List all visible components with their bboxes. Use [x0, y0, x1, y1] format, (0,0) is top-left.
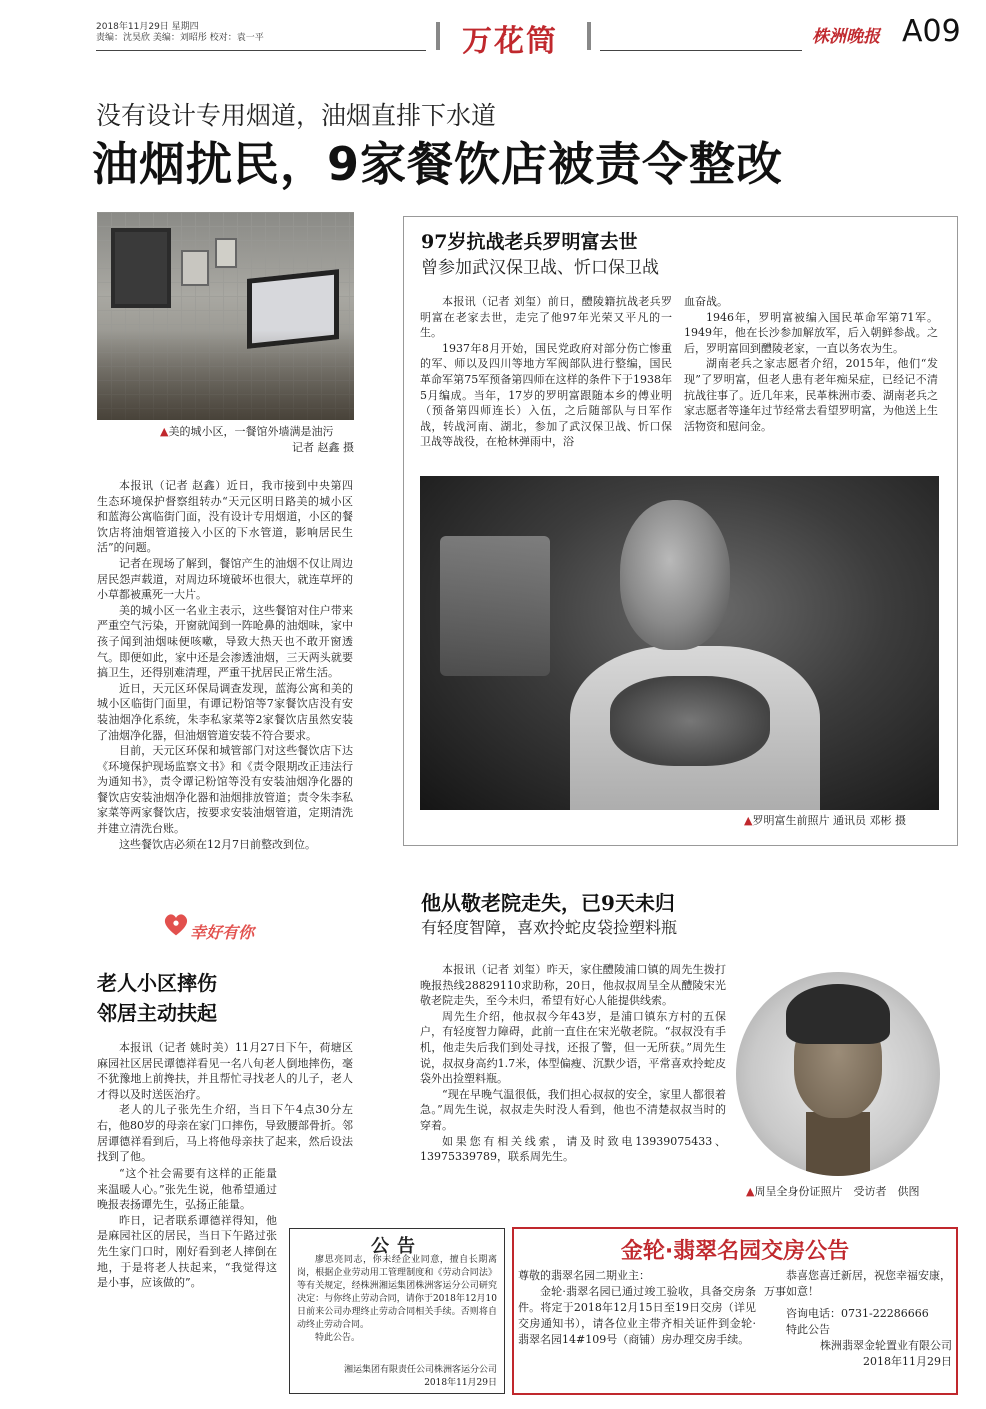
main-photo	[97, 212, 354, 420]
header-bar-right	[587, 22, 591, 50]
ad-column-2: 恭喜您喜迁新居，祝您幸福安康，万事如意！ 咨询电话：0731-22286666 特此公告 株洲翡翠金轮置业有限公司 2018年11月29日	[764, 1269, 952, 1368]
missing-photo-caption: ▲周呈全身份证照片 受访者 供图	[746, 1185, 920, 1198]
header-rule-right	[600, 50, 802, 51]
kindness-article-narrow	[97, 1166, 277, 1291]
main-paragraph: 这些餐饮店必须在12月7日前整改到位。	[119, 837, 316, 851]
header-bar-left	[436, 22, 440, 50]
veteran-paragraph: 血奋战。	[684, 295, 728, 308]
main-paragraph: 近日，天元区环保局调查发现，蓝海公寓和美的城小区临街门面里，有谭记粉馆等7家餐饮店没有安装油烟净化系统，朱李私家菜等2家餐饮店虽然安装了油烟净化器，但油烟管道安装不符合要求。	[97, 681, 353, 742]
veteran-photo	[420, 476, 939, 810]
missing-paragraph: 周先生介绍，他叔叔今年43岁，是浦口镇东方村的五保户，有轻度智力障碍，此前一直住在宋光敬老院。“叔叔没有手机，他走失后我们到处寻找，还报了警，但一无所获。”周先生说，叔叔身高约1.7米，体型偏瘦、沉默少语，平常喜欢拎蛇皮袋外出捡塑料瓶。	[420, 1009, 726, 1086]
main-paragraph: 本报讯（记者 赵鑫）近日，我市接到中央第四生态环境保护督察组转办“天元区明日路美的城小区和蓝海公寓临街门面，没有设计专用烟道，小区的餐饮店将油烟管道接入小区的下水管道，影响居民生活”的问题。	[97, 479, 353, 555]
missing-portrait	[736, 972, 940, 1176]
main-paragraph: 记者在现场了解到，餐馆产生的油烟不仅让周边居民怨声载道，对周边环境破坏也很大，就连草坪的小草都被熏死一大片。	[97, 556, 353, 602]
main-headline: 油烟扰民，9家餐饮店被责令整改	[92, 137, 784, 191]
main-article	[97, 478, 353, 852]
kindness-paragraph: 昨日，记者联系谭德祥得知，他是麻园社区的居民，当日下午路过张先生家门口时，刚好看到老人摔倒在地，于是将老人扶起来，“我觉得这是小事，应该做的”。	[97, 1213, 277, 1290]
veteran-paragraph: 湖南老兵之家志愿者介绍，2015年，他们“发现”了罗明富，但老人患有老年痴呆症，已经记不清抗战往事了。近几年来，民革株洲市委、湖南老兵之家志愿者等逢年过节经常去看望罗明富，为他送上生活物资和慰问金。	[684, 357, 938, 433]
heart-logo-icon	[162, 910, 190, 938]
ad-column-1: 尊敬的翡翠名园二期业主： 金轮·翡翠名园已通过竣工验收，具备交房条件。将定于2018年12月15日至19日交房（详见交房通知书），请各位业主带齐相关证件到金轮·翡翠名园14#109号（商铺）房办理交房手续。	[518, 1269, 756, 1346]
veteran-photo-caption: ▲罗明富生前照片 通讯员 邓彬 摄	[744, 814, 906, 827]
main-paragraph: 目前，天元区环保和城管部门对这些餐饮店下达《环境保护现场监察文书》和《责令限期改正违法行为通知书》，责令谭记粉馆等没有安装油烟净化器的餐饮店安装油烟净化器和油烟排放管道；责令朱李私家菜等两家餐饮店，按要求安装油烟管道，定期清洗并建立清洗台账。	[97, 744, 353, 836]
section-title: 万花筒	[462, 24, 558, 59]
main-photo-caption: ▲美的城小区，一餐馆外墙满是油污 记者 赵鑫 摄	[160, 425, 354, 454]
brand-logo: 株洲晚报	[812, 27, 880, 47]
missing-title: 他从敬老院走失，已9天未归	[421, 891, 675, 915]
veteran-paragraph: 1937年8月开始，国民党政府对部分伤亡惨重的军、师以及四川等地方军阀部队进行整编，国民革命军第75军预备第四师在这样的条件下于1938年5月编成。当年，17岁的罗明富跟随本乡的傅业明（预备第四师连长）入伍，之后随部队与日军作战，转战河南、湖北，参加了武汉保卫战、忻口保卫战等战役，在枪林弹雨中，浴	[420, 341, 672, 449]
main-kicker: 没有设计专用烟道，油烟直排下水道	[96, 101, 497, 130]
veteran-subtitle: 曾参加武汉保卫战、忻口保卫战	[421, 258, 659, 278]
header-rule-left	[96, 50, 426, 51]
page-number: A09	[902, 14, 961, 49]
missing-paragraph: “现在早晚气温很低，我们担心叔叔的安全，家里人都很着急。”周先生说，叔叔走失时没人看到，他也不清楚叔叔当时的穿着。	[420, 1087, 726, 1132]
header-editors: 责编：沈昊欣 美编：刘昭彤 校对：袁一平	[96, 33, 264, 43]
notice-body: 廖思亮同志，你未经企业同意，擅自长期离岗，根据企业劳动用工管理制度和《劳动合同法》等有关规定，经株洲湘运集团株洲客运分公司研究决定：与你终止劳动合同，请你于2018年12月10日前来公司办理终止劳动合同相关手续。否则将自动终止劳动合同。 特此公告。	[297, 1255, 497, 1343]
kindness-paragraph: 本报讯（记者 姚时美）11月27日下午，荷塘区麻园社区居民谭德祥看见一名八旬老人倒地摔伤，毫不犹豫地上前搀扶，并且帮忙寻找老人的儿子，老人才得以及时送医治疗。	[97, 1041, 353, 1101]
veteran-paragraph: 1946年，罗明富被编入国民革命军第71军。1949年，他在长沙参加解放军，后入朝鲜参战。之后，罗明富回到醴陵老家，一直以务农为生。	[684, 310, 938, 355]
missing-paragraph: 如果您有相关线索，请及时致电13939075433、13975339789，联系周先生。	[420, 1134, 726, 1164]
kindness-title: 老人小区摔伤 邻居主动扶起	[97, 971, 217, 1025]
notice-footer: 湘运集团有限责任公司株洲客运分公司 2018年11月29日	[343, 1365, 497, 1388]
kindness-paragraph: 老人的儿子张先生介绍，当日下午4点30分左右，他80岁的母亲在家门口摔伤，导致腰部骨折。邻居谭德祥看到后，马上将他母亲扶了起来，然后设法找到了他。	[97, 1103, 353, 1164]
kindness-article-wide	[97, 1040, 353, 1165]
header-date: 2018年11月29日 星期四	[96, 22, 199, 32]
missing-subtitle: 有轻度智障，喜欢拎蛇皮袋捡塑料瓶	[421, 918, 678, 937]
missing-article	[420, 962, 726, 1165]
notice-title: 公告	[371, 1236, 423, 1257]
veteran-paragraph: 本报讯（记者 刘玺）前日，醴陵籍抗战老兵罗明富在老家去世，走完了他97年光荣又平凡的一生。	[420, 295, 672, 340]
missing-paragraph: 本报讯（记者 刘玺）昨天，家住醴陵浦口镇的周先生拨打晚报热线28829110求助称，20日，他叔叔周呈全从醴陵宋光敬老院走失，至今未归，希望有好心人能提供线索。	[420, 963, 726, 1008]
header-meta	[96, 22, 264, 44]
ad-title: 金轮·翡翠名园交房公告	[620, 1239, 850, 1264]
veteran-title: 97岁抗战老兵罗明富去世	[421, 231, 638, 253]
kindness-logo-text: 幸好有你	[190, 923, 255, 942]
veteran-column-2	[684, 294, 938, 434]
kindness-paragraph: “这个社会需要有这样的正能量来温暖人心。”张先生说，他希望通过晚报表扬谭先生，弘扬正能量。	[97, 1167, 277, 1212]
veteran-column-1	[420, 294, 672, 450]
main-paragraph: 美的城小区一名业主表示，这些餐馆对住户带来严重空气污染，开窗就闻到一阵呛鼻的油烟味，家中孩子闻到油烟味便咳嗽，导致大热天也不敢开窗透气。即便如此，家中还是会渗透油烟，三天两头就要搞卫生，还得别难清理，严重干扰居民正常生活。	[97, 603, 353, 680]
